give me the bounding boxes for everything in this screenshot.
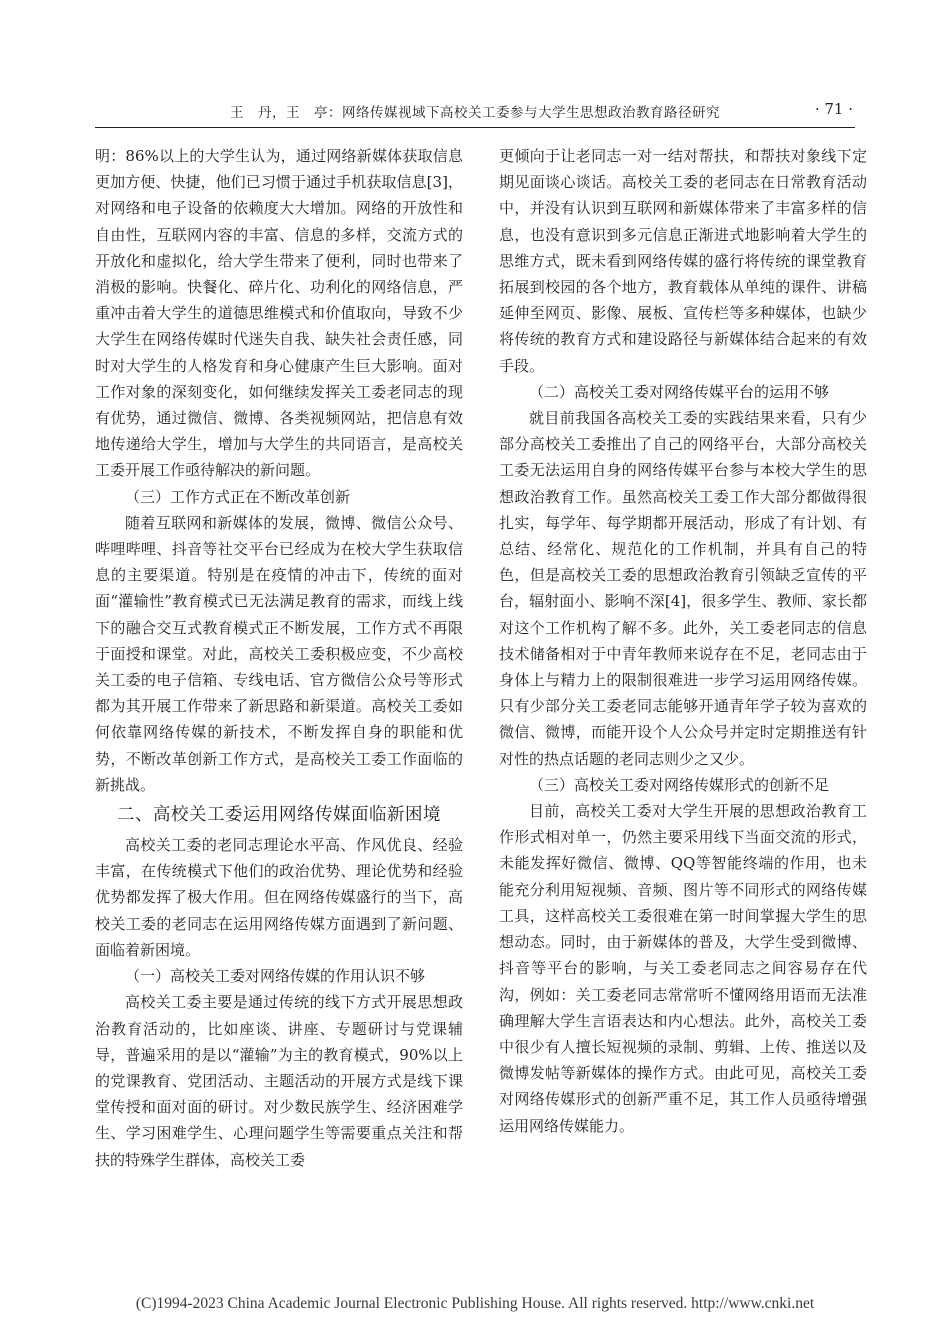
- left-column: [95, 143, 463, 1173]
- subsection-heading: （二）高校关工委对网络传媒平台的运用不够: [529, 382, 830, 401]
- running-header-title: 王 丹，王 亭：网络传媒视域下高校关工委参与大学生思想政治教育路径研究: [230, 105, 720, 121]
- running-header: [95, 101, 855, 125]
- copyright-footer: (C)1994-2023 China Academic Journal Electronic Publishing House. All rights reserved. http://www.cnki.net: [135, 1295, 815, 1312]
- paragraph: 高校关工委主要是通过传统的线下方式开展思想政治教育活动的，比如座谈、讲座、专题研讨与党课辅导，普遍采用的是以“灌输”为主的教育模式，90%以上的党课教育、党团活动、主题活动的开展方式是线下课堂传授和面对面的研讨。对少数民族学生、经济困难学生、学习困难学生、心理问题学生等需要重点关注和帮扶的特殊学生群体，高校关工委: [95, 993, 463, 1169]
- section-heading: 二、高校关工委运用网络传媒面临新困境: [117, 805, 441, 826]
- paragraph: 目前，高校关工委对大学生开展的思想政治教育工作形式相对单一，仍然主要采用线下当面交流的形式，未能发挥好微信、微博、QQ等智能终端的作用，也未能充分利用短视频、音频、图片等不同形式的网络传媒工具，这样高校关工委很难在第一时间掌握大学生的思想动态。同时，由于新媒体的普及，大学生受到微博、抖音等平台的影响，与关工委老同志之间容易存在代沟，例如：关工委老同志常常听不懂网络用语而无法准确理解大学生言语表达和内心想法。此外，高校关工委中很少有人擅长短视频的录制、剪辑、上传、推送以及微博发帖等新媒体的操作方式。由此可见，高校关工委对网络传媒形式的创新严重不足，其工作人员亟待增强运用网络传媒能力。: [499, 802, 867, 1135]
- subsection-heading: （三）工作方式正在不断改革创新: [125, 487, 351, 506]
- paragraph: 明：86%以上的大学生认为，通过网络新媒体获取信息更加方便、快捷，他们已习惯于通过手机获取信息[3]，对网络和电子设备的依赖度大大增加。网络的开放性和自由性，互联网内容的丰富、信息的多样，交流方式的开放化和虚拟化，给大学生带来了便利，同时也带来了消极的影响。快餐化、碎片化、功利化的网络信息，严重冲击着大学生的道德思维模式和价值取向，导致不少大学生在网络传媒时代迷失自我、缺失社会责任感，同时对大学生的人格发育和身心健康产生巨大影响。面对工作对象的深刻变化，如何继续发挥关工委老同志的现有优势，通过微信、微博、各类视频网站，把信息有效地传递给大学生，增加与大学生的共同语言，是高校关工委开展工作亟待解决的新问题。: [95, 147, 463, 480]
- paragraph: 高校关工委的老同志理论水平高、作风优良、经验丰富，在传统模式下他们的政治优势、理论优势和经验优势都发挥了极大作用。但在网络传媒盛行的当下，高校关工委的老同志在运用网络传媒方面遇到了新问题、面临着新困境。: [95, 836, 463, 959]
- subsection-heading: （一）高校关工委对网络传媒的作用认识不够: [125, 967, 426, 986]
- paragraph: 随着互联网和新媒体的发展，微博、微信公众号、哔哩哔哩、抖音等社交平台已经成为在校大学生获取信息的主要渠道。特别是在疫情的冲击下，传统的面对面“灌输性”教育模式已无法满足教育的需求，而线上线下的融合交互式教育模式正不断发展，工作方式不再限于面授和课堂。对此，高校关工委积极应变，不少高校关工委的电子信箱、专线电话、官方微信公众号等形式都为其开展工作带来了新思路和新渠道。高校关工委如何依靠网络传媒的新技术，不断发挥自身的职能和优势，不断改革创新工作方式，是高校关工委工作面临的新挑战。: [95, 513, 463, 794]
- paragraph: 更倾向于让老同志一对一结对帮扶，和帮扶对象线下定期见面谈心谈话。高校关工委的老同志在日常教育活动中，并没有认识到互联网和新媒体带来了丰富多样的信息，也没有意识到多元信息正渐进式地影响着大学生的思维方式，既未看到网络传媒的盛行将传统的课堂教育拓展到校园的各个地方，教育载体从单纯的课件、讲稿延伸至网页、影像、展板、宣传栏等多种媒体，也缺少将传统的教育方式和建设路径与新媒体结合起来的有效手段。: [499, 147, 867, 375]
- page-number: · 71 ·: [814, 100, 853, 118]
- right-column: [499, 143, 867, 1139]
- header-rule: [95, 127, 855, 128]
- paragraph: 就目前我国各高校关工委的实践结果来看，只有少部分高校关工委推出了自己的网络平台，大部分高校关工委无法运用自身的网络传媒平台参与本校大学生的思想政治教育工作。虽然高校关工委工作大部分都做得很扎实，每学年、每学期都开展活动，形成了有计划、有总结、经常化、规范化的工作机制，并具有自己的特色，但是高校关工委的思想政治教育引领缺乏宣传的平台，辐射面小、影响不深[4]，很多学生、教师、家长都对这个工作机构了解不多。此外，关工委老同志的信息技术储备相对于中青年教师来说存在不足，老同志由于身体上与精力上的限制很难进一步学习运用网络传媒。只有少部分关工委老同志能够开通青年学子较为喜欢的微信、微博，而能开设个人公众号并定时定期推送有针对性的热点话题的老同志则少之又少。: [499, 409, 867, 768]
- subsection-heading: （三）高校关工委对网络传媒形式的创新不足: [529, 775, 830, 794]
